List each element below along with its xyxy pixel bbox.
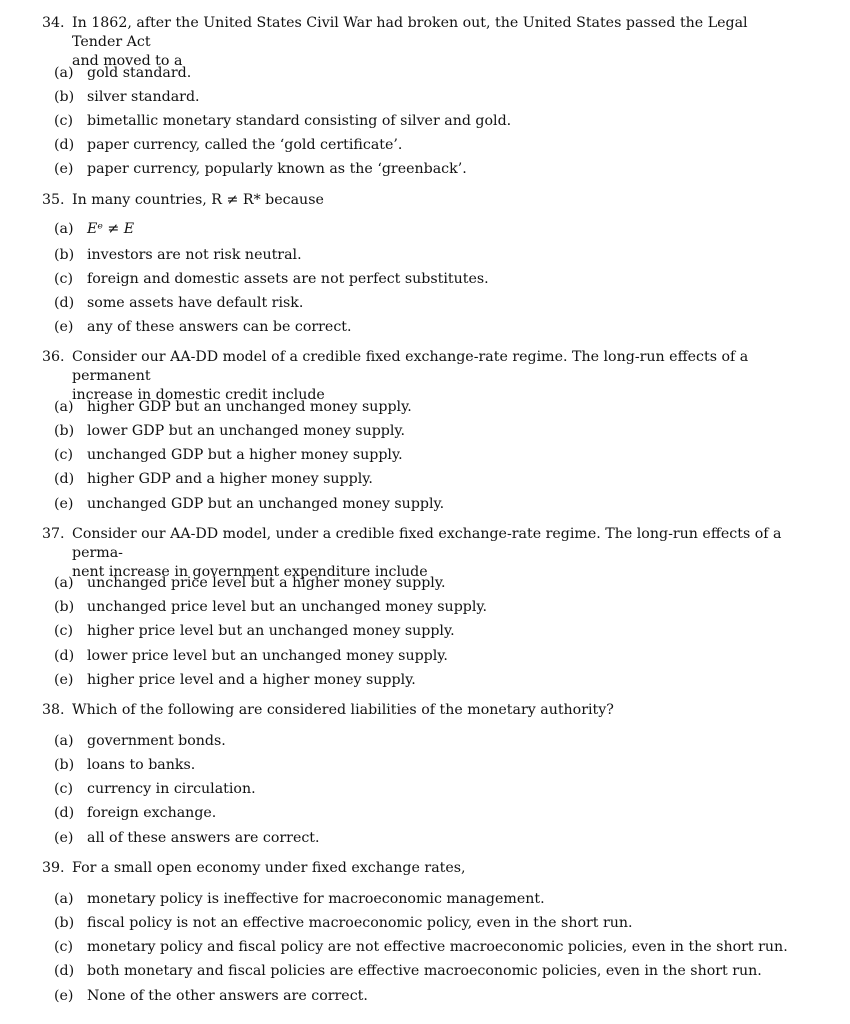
option-39b [54,914,633,933]
option-label: (b) [54,757,75,773]
question-stem-line1: In 1862, after the United States Civil War had broken out, the United States passed the Legal Tender Act [72,15,748,50]
option-label: (a) [54,221,74,237]
option-label: (a) [54,891,74,907]
option-35b [54,246,302,265]
question-35 [42,191,802,210]
option-text: bimetallic monetary standard consisting of silver and gold. [87,113,512,129]
option-text: unchanged price level but an unchanged money supply. [87,599,488,615]
option-text: monetary policy and fiscal policy are not effective macroeconomic policies, even in the short run. [87,939,788,955]
option-34e [54,160,467,179]
option-text: currency in circulation. [87,781,256,797]
option-text: Eᵉ ≠ E [87,221,135,237]
option-text: higher price level and a higher money supply. [87,672,416,688]
option-label: (c) [54,113,74,129]
question-number: 38. [42,702,65,718]
option-label: (d) [54,295,75,311]
option-text: investors are not risk neutral. [87,247,302,263]
option-label: (e) [54,161,74,177]
option-38d [54,804,216,823]
option-label: (b) [54,247,75,263]
option-text: foreign exchange. [87,805,217,821]
question-stem-line1: In many countries, R ≠ R* because [72,192,324,208]
question-number: 35. [42,192,65,208]
option-text: paper currency, called the ‘gold certificate’. [87,137,403,153]
option-label: (c) [54,447,74,463]
option-36a [54,398,412,417]
option-label: (c) [54,271,74,287]
option-label: (d) [54,963,75,979]
option-label: (b) [54,89,75,105]
option-37e [54,671,416,690]
option-label: (a) [54,733,74,749]
option-label: (b) [54,915,75,931]
option-34a [54,64,191,83]
option-38a [54,732,226,751]
option-39a [54,890,545,909]
question-stem-line2: increase in domestic credit include [72,387,325,403]
option-label: (a) [54,399,74,415]
option-label: (d) [54,805,75,821]
option-36d [54,470,373,489]
option-text: some assets have default risk. [87,295,304,311]
option-38c [54,780,256,799]
option-text: foreign and domestic assets are not perfect substitutes. [87,271,489,287]
option-36e [54,495,444,514]
option-text: both monetary and fiscal policies are effective macroeconomic policies, even in the short run. [87,963,762,979]
question-stem-line1: For a small open economy under fixed exchange rates, [72,860,466,876]
option-label: (e) [54,672,74,688]
option-35e [54,318,351,337]
option-34b [54,88,200,107]
option-label: (e) [54,988,74,1004]
option-36c [54,446,403,465]
option-text: silver standard. [87,89,200,105]
option-label: (d) [54,648,75,664]
option-text: lower price level but an unchanged money supply. [87,648,448,664]
option-text: higher price level but an unchanged money supply. [87,623,455,639]
option-label: (d) [54,471,75,487]
question-number: 36. [42,349,65,365]
question-38 [42,701,802,720]
question-34 [42,14,802,71]
option-37a [54,574,445,593]
question-stem-line1: Which of the following are considered liabilities of the monetary authority? [72,702,614,718]
option-text: monetary policy is ineffective for macroeconomic management. [87,891,545,907]
option-label: (c) [54,623,74,639]
option-text: all of these answers are correct. [87,830,320,846]
option-35c [54,270,489,289]
option-text: higher GDP and a higher money supply. [87,471,373,487]
question-stem-line2: and moved to a [72,53,183,69]
option-38e [54,829,320,848]
option-text: None of the other answers are correct. [87,988,368,1004]
option-text: higher GDP but an unchanged money supply. [87,399,412,415]
option-34c [54,112,511,131]
option-text: gold standard. [87,65,192,81]
option-label: (e) [54,830,74,846]
option-35d [54,294,303,313]
question-stem-line2: nent increase in government expenditure include [72,564,428,580]
option-text: any of these answers can be correct. [87,319,352,335]
option-39d [54,962,762,981]
option-text: lower GDP but an unchanged money supply. [87,423,406,439]
option-34d [54,136,402,155]
option-text: unchanged GDP but a higher money supply. [87,447,403,463]
question-number: 37. [42,526,65,542]
option-text: loans to banks. [87,757,196,773]
option-text: unchanged GDP but an unchanged money supply. [87,496,445,512]
option-text: fiscal policy is not an effective macroeconomic policy, even in the short run. [87,915,633,931]
option-38b [54,756,195,775]
option-37b [54,598,487,617]
option-39c [54,938,788,957]
option-text: paper currency, popularly known as the ‘greenback’. [87,161,467,177]
option-37d [54,647,448,666]
question-stem-line1: Consider our AA-DD model of a credible fixed exchange-rate regime. The long-run effects of a permanent [72,349,749,384]
option-label: (b) [54,599,75,615]
option-39e [54,987,368,1006]
option-label: (b) [54,423,75,439]
option-label: (a) [54,65,74,81]
option-label: (d) [54,137,75,153]
option-35a [54,220,134,239]
question-39 [42,859,802,878]
option-label: (c) [54,781,74,797]
option-text: government bonds. [87,733,226,749]
question-number: 39. [42,860,65,876]
option-label: (e) [54,496,74,512]
option-label: (c) [54,939,74,955]
question-number: 34. [42,15,65,31]
option-36b [54,422,405,441]
option-37c [54,622,455,641]
question-stem-line1: Consider our AA-DD model, under a credible fixed exchange-rate regime. The long-run effects of a perma- [72,526,782,561]
question-36 [42,348,802,405]
option-label: (e) [54,319,74,335]
option-text: unchanged price level but a higher money supply. [87,575,446,591]
option-label: (a) [54,575,74,591]
